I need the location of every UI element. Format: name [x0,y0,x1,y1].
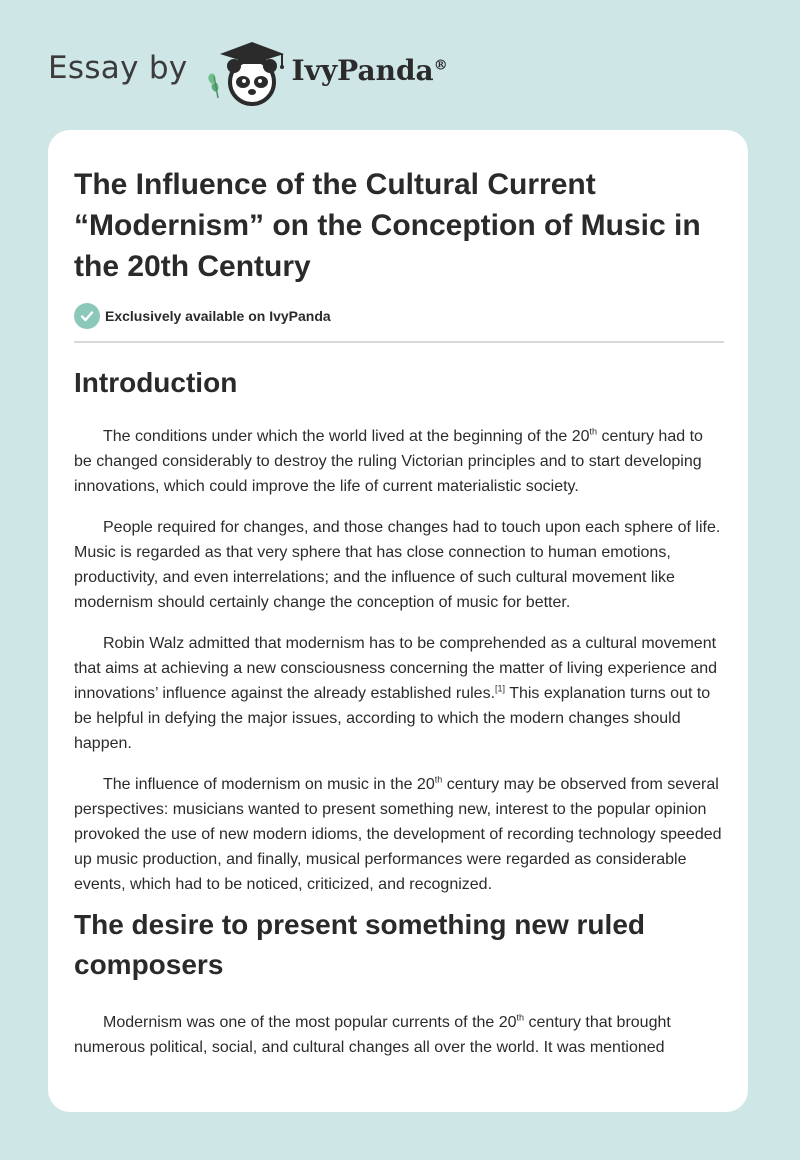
paragraph: Modernism was one of the most popular currents of the 20th century that brought numerous political, social, and cultural changes all over the world. It was mentioned [74,1012,671,1056]
section-heading-desire: The desire to present something new ruled composers [74,909,645,980]
paragraph: Robin Walz admitted that modernism has to be comprehended as a cultural movement that aims at achieving a new consciousness concerning the matter of living experience and innovations’ influence against the already established rules.[1] This explanation turns out to be helpful in defying the major issues, according to which the modern changes should happen. [74,635,718,752]
section-heading-introduction: Introduction [74,367,238,398]
essay-content [74,164,724,1060]
divider [74,341,724,343]
essay-card [48,130,748,1112]
leaf-icon [208,74,218,98]
brand-prefix: Essay by [48,50,188,86]
badge-label: Exclusively available on IvyPanda [105,308,331,324]
brand-header [48,36,448,108]
essay-title: The Influence of the Cultural Current “Modernism” on the Conception of Music in the 20th Century [74,168,701,283]
panda-graduation-cap-logo-icon [202,36,292,108]
paragraph: The influence of modernism on music in the 20th century may be observed from several perspectives: musicians wanted to present something new, interest to the popular opinion provoked the use of new modern idioms, the development of recording technology speeded up music production, and finally, musical performances were regarded as considerable events, which had to be noticed, criticized, and recognized. [74,774,722,893]
exclusive-badge [74,302,724,330]
brand-name: IvyPanda® [291,53,448,87]
check-circle-icon [74,303,100,329]
paragraph: People required for changes, and those changes had to touch upon each sphere of life. Music is regarded as that very sphere that has close connection to human emotions, productivity, and even interrelations; and the influence of such cultural movement like modernism should certainly change the conception of music for better. [74,519,721,611]
footnote-reference[interactable]: [1] [495,683,506,694]
paragraph: The conditions under which the world lived at the beginning of the 20th century had to be changed considerably to destroy the ruling Victorian principles and to start developing innovations, which could improve the life of current materialistic society. [74,426,703,495]
